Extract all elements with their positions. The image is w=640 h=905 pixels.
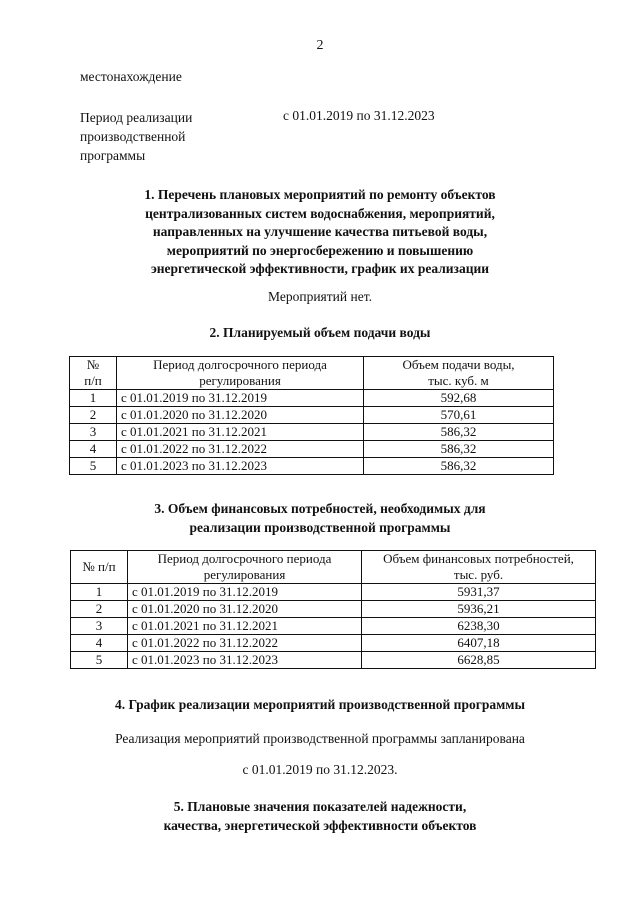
row-period: с 01.01.2022 по 31.12.2022 <box>117 441 364 458</box>
location-label: местонахождение <box>80 69 182 84</box>
row-num: 1 <box>71 584 128 601</box>
section5-title <box>0 798 640 835</box>
header-num: № п/п <box>71 551 128 584</box>
table-row <box>71 635 596 652</box>
row-period: с 01.01.2021 по 31.12.2021 <box>117 424 364 441</box>
row-period: с 01.01.2019 по 31.12.2019 <box>128 584 362 601</box>
row-value: 570,61 <box>364 407 554 424</box>
row-period: с 01.01.2020 по 31.12.2020 <box>117 407 364 424</box>
row-value: 592,68 <box>364 390 554 407</box>
header-period: Период долгосрочного периода регулирования <box>128 551 362 584</box>
row-period: с 01.01.2020 по 31.12.2020 <box>128 601 362 618</box>
row-num: 1 <box>70 390 117 407</box>
table-row <box>71 584 596 601</box>
page-number: 2 <box>316 38 324 53</box>
header-num: № п/п <box>70 357 117 390</box>
row-num: 3 <box>71 618 128 635</box>
section3-title-line: реализации производственной программы <box>189 519 451 535</box>
financial-needs-table <box>70 550 596 669</box>
row-period: с 01.01.2022 по 31.12.2022 <box>128 635 362 652</box>
header-period: Период долгосрочного периода регулирования <box>117 357 364 390</box>
table-row <box>71 618 596 635</box>
table-row <box>70 458 554 475</box>
table-row <box>71 652 596 669</box>
table-row <box>70 407 554 424</box>
section5-title-line: 5. Плановые значения показателей надежности, <box>173 799 467 814</box>
section1-title-line: централизованных систем водоснабжения, мероприятий, <box>145 205 495 221</box>
section4-title: 4. График реализации мероприятий производственной программы <box>114 697 526 712</box>
section4-text-line: с 01.01.2019 по 31.12.2023. <box>242 762 398 777</box>
row-period: с 01.01.2019 по 31.12.2019 <box>117 390 364 407</box>
period-label-line: производственной <box>80 129 186 144</box>
table-row <box>70 390 554 407</box>
row-value: 6628,85 <box>362 652 596 669</box>
row-value: 586,32 <box>364 424 554 441</box>
header-value: Объем подачи воды, тыс. куб. м <box>364 357 554 390</box>
period-label <box>80 108 192 165</box>
header-value: Объем финансовых потребностей, тыс. руб. <box>362 551 596 584</box>
section1-text: Мероприятий нет. <box>268 289 372 304</box>
row-num: 5 <box>71 652 128 669</box>
row-period: с 01.01.2023 по 31.12.2023 <box>117 458 364 475</box>
table-row <box>71 601 596 618</box>
table-header-row <box>70 357 554 390</box>
section4-text-line: Реализация мероприятий производственной программы запланирована <box>115 731 525 746</box>
row-period: с 01.01.2021 по 31.12.2021 <box>128 618 362 635</box>
row-value: 586,32 <box>364 458 554 475</box>
period-label-line: Период реализации <box>80 110 193 125</box>
period-label-line: программы <box>80 148 146 163</box>
section1-title-line: энергетической эффективности, график их реализации <box>150 261 490 276</box>
row-value: 5936,21 <box>362 601 596 618</box>
row-value: 5931,37 <box>362 584 596 601</box>
section5-title-line: качества, энергетической эффективности объектов <box>163 817 477 833</box>
section3-title <box>0 500 640 537</box>
row-num: 3 <box>70 424 117 441</box>
section3-title-line: 3. Объем финансовых потребностей, необходимых для <box>154 501 486 516</box>
table-row <box>70 424 554 441</box>
row-value: 586,32 <box>364 441 554 458</box>
section2-title: 2. Планируемый объем подачи воды <box>209 325 431 340</box>
row-num: 2 <box>71 601 128 618</box>
row-value: 6238,30 <box>362 618 596 635</box>
section1-title-line: мероприятий по энергосбережению и повышению <box>166 242 474 258</box>
row-num: 4 <box>70 441 117 458</box>
water-supply-table <box>69 356 554 475</box>
table-row <box>70 441 554 458</box>
section1-title-line: направленных на улучшение качества питьевой воды, <box>152 224 488 239</box>
section1-title-line: 1. Перечень плановых мероприятий по ремонту объектов <box>144 187 496 202</box>
row-period: с 01.01.2023 по 31.12.2023 <box>128 652 362 669</box>
section1-title <box>0 186 640 279</box>
row-num: 4 <box>71 635 128 652</box>
row-num: 5 <box>70 458 117 475</box>
period-value: с 01.01.2019 по 31.12.2023 <box>283 108 435 123</box>
row-num: 2 <box>70 407 117 424</box>
table-header-row <box>71 551 596 584</box>
row-value: 6407,18 <box>362 635 596 652</box>
